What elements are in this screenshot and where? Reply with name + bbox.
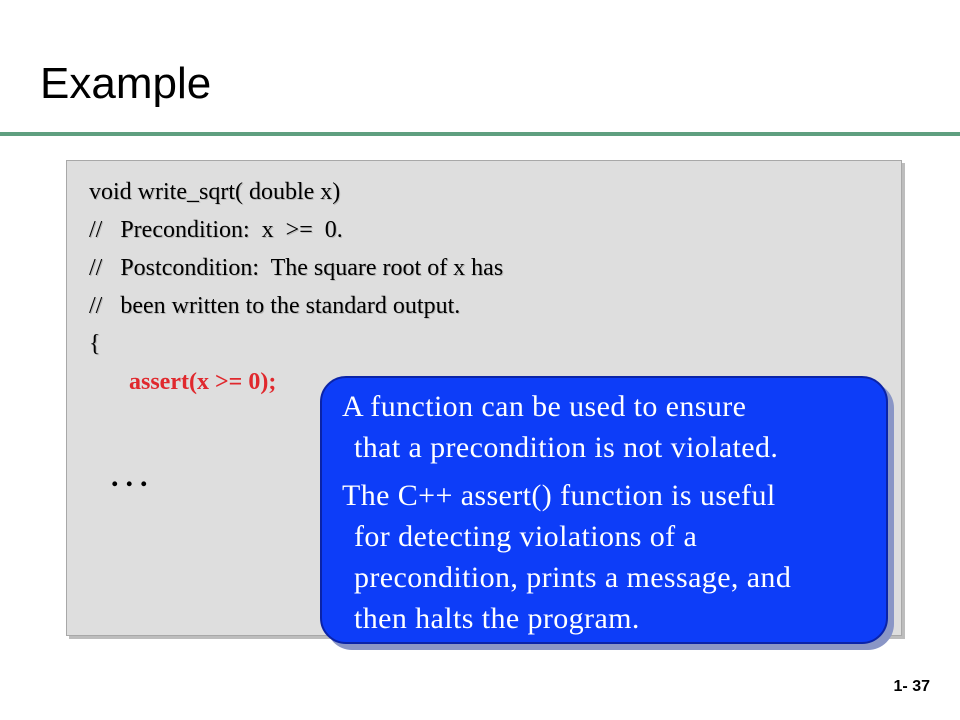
code-ellipsis: ... [111,460,155,493]
title-divider [0,132,960,136]
callout-box [320,376,888,644]
page-number: 1- 37 [893,678,930,695]
callout-line: precondition, prints a message, and [354,561,792,594]
callout-line: for detecting violations of a [354,520,698,553]
code-line-open-brace: { [89,331,101,357]
code-line-postcondition-cont: // been written to the standard output. [89,293,461,319]
callout-line: that a precondition is not violated. [354,431,779,464]
callout-line: then halts the program. [354,602,640,635]
callout-line: A function can be used to ensure [342,390,747,423]
code-line-postcondition: // Postcondition: The square root of x has [89,255,504,281]
code-line-precondition: // Precondition: x >= 0. [89,217,343,243]
slide-title: Example [40,59,212,108]
callout-paragraph-assert [342,475,872,639]
callout-paragraph-precondition [342,386,872,468]
code-line-assert: assert(x >= 0); [129,369,277,395]
callout-line: The C++ assert() function is useful [342,479,776,512]
code-line-signature: void write_sqrt( double x) [89,179,341,205]
